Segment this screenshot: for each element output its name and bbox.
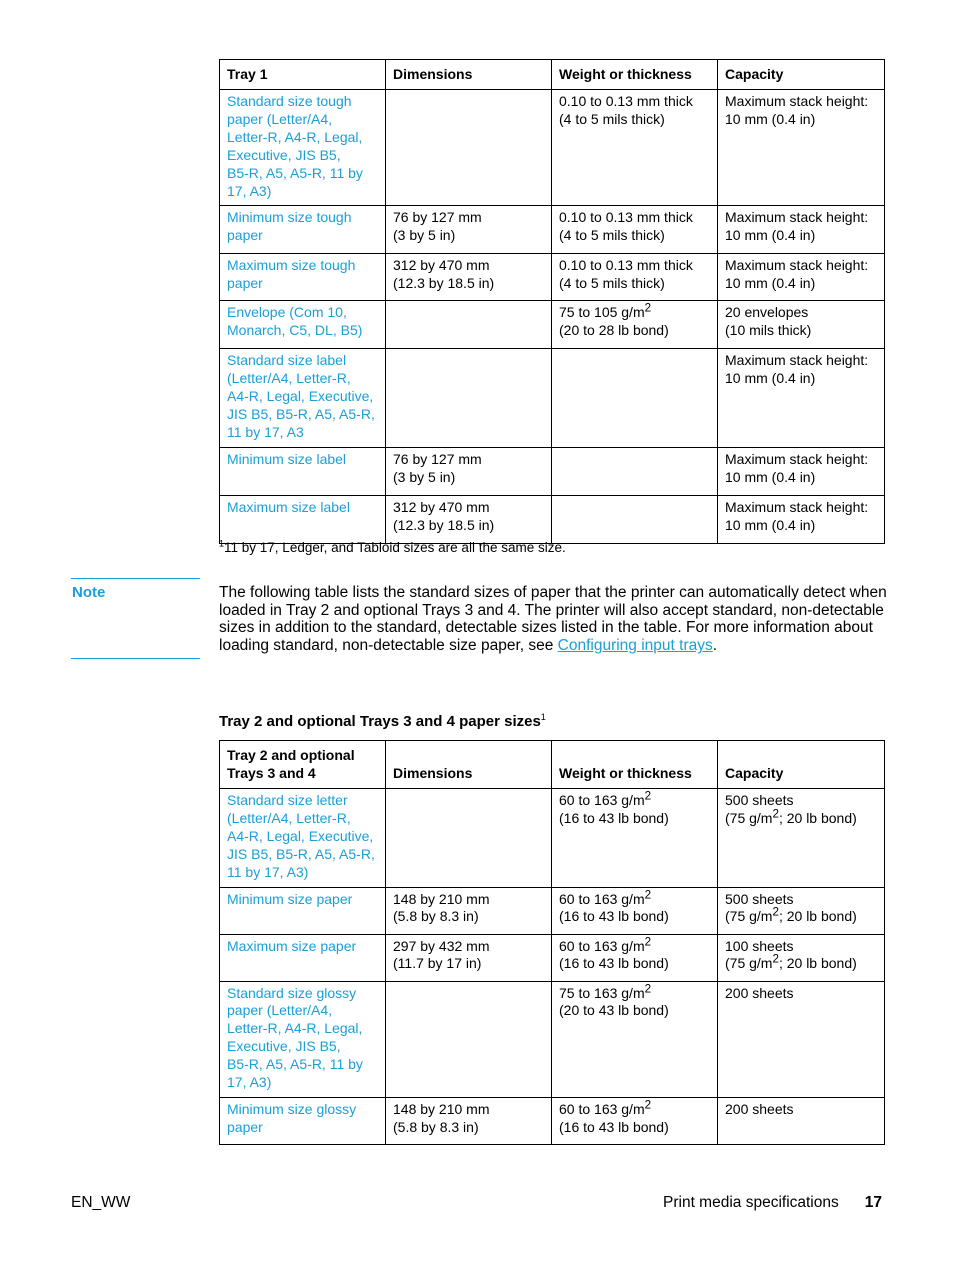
dimensions-cell: 76 by 127 mm (3 by 5 in) [386,206,552,254]
table-row [220,349,885,448]
header-cell: Tray 1 [220,60,386,90]
header-cell: Capacity [718,60,885,90]
table-row [220,789,885,888]
table-row [220,254,885,301]
capacity-cell: 200 sheets [718,1097,885,1144]
weight-cell: 60 to 163 $g/m^2$ (16 to 43 lb bond) [552,887,718,934]
table-row [220,90,885,206]
weight-cell: 0.10 to 0.13 mm thick (4 to 5 mils thick) [552,90,718,206]
media-type-link[interactable]: Envelope (Com 10, Monarch, C5, DL, B5) [220,301,386,349]
note-text: The following table lists the standard sizes of paper that the printer can automatically detect when loaded in Tray 2 and optional Trays 3 and 4. The printer will also accept standard, non-detectable sizes in addition to the standard, detectable sizes listed in the table. For more information about loading standard, non-detectable size paper, see Configuring input trays. [219,584,887,655]
capacity-cell: Maximum stack height: 10 mm (0.4 in) [718,495,885,543]
table-row [220,981,885,1097]
media-type-link[interactable]: Maximum size label [220,495,386,543]
dimensions-cell [386,349,552,448]
table-row [220,301,885,349]
note-bottom-rule [71,658,200,659]
header-cell: Weight or thickness [552,741,718,789]
header-cell: Dimensions [386,741,552,789]
capacity-cell: 500 sheets (75 $g/m^2$; 20 lb bond) [718,789,885,888]
media-type-link[interactable]: Standard size letter (Letter/A4, Letter-R, A4-R, Legal, Executive, JIS B5, B5-R, A5, A5-R, 11 by 17, A3) [220,789,386,888]
media-type-link[interactable]: Minimum size label [220,447,386,495]
capacity-cell: 200 sheets [718,981,885,1097]
media-type-link[interactable]: Maximum size paper [220,934,386,981]
dimensions-cell: 312 by 470 mm (12.3 by 18.5 in) [386,254,552,301]
capacity-cell: Maximum stack height: 10 mm (0.4 in) [718,90,885,206]
weight-cell [552,495,718,543]
footer-section [663,1194,882,1212]
media-type-link[interactable]: Maximum size tough paper [220,254,386,301]
table-row [220,495,885,543]
weight-cell [552,349,718,448]
header-cell: Tray 2 and optional Trays 3 and 4 [220,741,386,789]
weight-cell [552,447,718,495]
header-cell: Capacity [718,741,885,789]
dimensions-cell: 297 by 432 mm (11.7 by 17 in) [386,934,552,981]
dimensions-cell [386,981,552,1097]
footer-section-title: Print media specifications [663,1194,839,1211]
table-header-row [220,60,885,90]
capacity-cell: Maximum stack height: 10 mm (0.4 in) [718,254,885,301]
table-row [220,1097,885,1144]
tray1-table [219,59,885,544]
weight-cell: 75 to 163 $g/m^2$ (20 to 43 lb bond) [552,981,718,1097]
weight-cell: 0.10 to 0.13 mm thick (4 to 5 mils thick) [552,254,718,301]
capacity-cell: Maximum stack height: 10 mm (0.4 in) [718,206,885,254]
page-number: 17 [864,1194,882,1211]
dimensions-cell: 76 by 127 mm (3 by 5 in) [386,447,552,495]
tray2-table [219,740,885,1145]
table-row [220,934,885,981]
dimensions-cell: 312 by 470 mm (12.3 by 18.5 in) [386,495,552,543]
header-cell: Dimensions [386,60,552,90]
capacity-cell: Maximum stack height: 10 mm (0.4 in) [718,447,885,495]
capacity-cell: 20 envelopes (10 mils thick) [718,301,885,349]
capacity-cell: Maximum stack height: 10 mm (0.4 in) [718,349,885,448]
media-type-link[interactable]: Standard size glossy paper (Letter/A4, Letter-R, A4-R, Legal, Executive, JIS B5, B5-R, A5, A5-R, 11 by 17, A3) [220,981,386,1097]
weight-cell: 0.10 to 0.13 mm thick (4 to 5 mils thick) [552,206,718,254]
dimensions-cell [386,789,552,888]
table-row [220,887,885,934]
media-type-link[interactable]: Standard size label (Letter/A4, Letter-R, A4-R, Legal, Executive, JIS B5, B5-R, A5, A5-R, 11 by 17, A3 [220,349,386,448]
dimensions-cell [386,301,552,349]
capacity-cell: 500 sheets (75 $g/m^2$; 20 lb bond) [718,887,885,934]
header-cell: Weight or thickness [552,60,718,90]
capacity-cell: 100 sheets (75 $g/m^2$; 20 lb bond) [718,934,885,981]
weight-cell: 75 to 105 $g/m^2$ (20 to 28 lb bond) [552,301,718,349]
dimensions-cell: 148 by 210 mm (5.8 by 8.3 in) [386,887,552,934]
table-footnote: $^1$11 by 17, Ledger, and Tabloid sizes are all the same size. [219,538,566,555]
dimensions-cell [386,90,552,206]
weight-cell: 60 to 163 $g/m^2$ (16 to 43 lb bond) [552,934,718,981]
table-row [220,447,885,495]
weight-cell: 60 to 163 $g/m^2$ (16 to 43 lb bond) [552,1097,718,1144]
table-row [220,206,885,254]
media-type-link[interactable]: Minimum size glossy paper [220,1097,386,1144]
dimensions-cell: 148 by 210 mm (5.8 by 8.3 in) [386,1097,552,1144]
media-type-link[interactable]: Minimum size tough paper [220,206,386,254]
note-label: Note [72,584,106,601]
media-type-link[interactable]: Minimum size paper [220,887,386,934]
table-header-row [220,741,885,789]
weight-cell: 60 to 163 $g/m^2$ (16 to 43 lb bond) [552,789,718,888]
section-title: Tray 2 and optional Trays 3 and 4 paper sizes$^1$ [219,712,546,730]
configuring-input-trays-link[interactable]: Configuring input trays [557,637,713,655]
note-top-rule [71,578,200,579]
footer-locale: EN_WW [71,1194,131,1211]
media-type-link[interactable]: Standard size tough paper (Letter/A4, Letter-R, A4-R, Legal, Executive, JIS B5, B5-R, A5, A5-R, 11 by 17, A3) [220,90,386,206]
